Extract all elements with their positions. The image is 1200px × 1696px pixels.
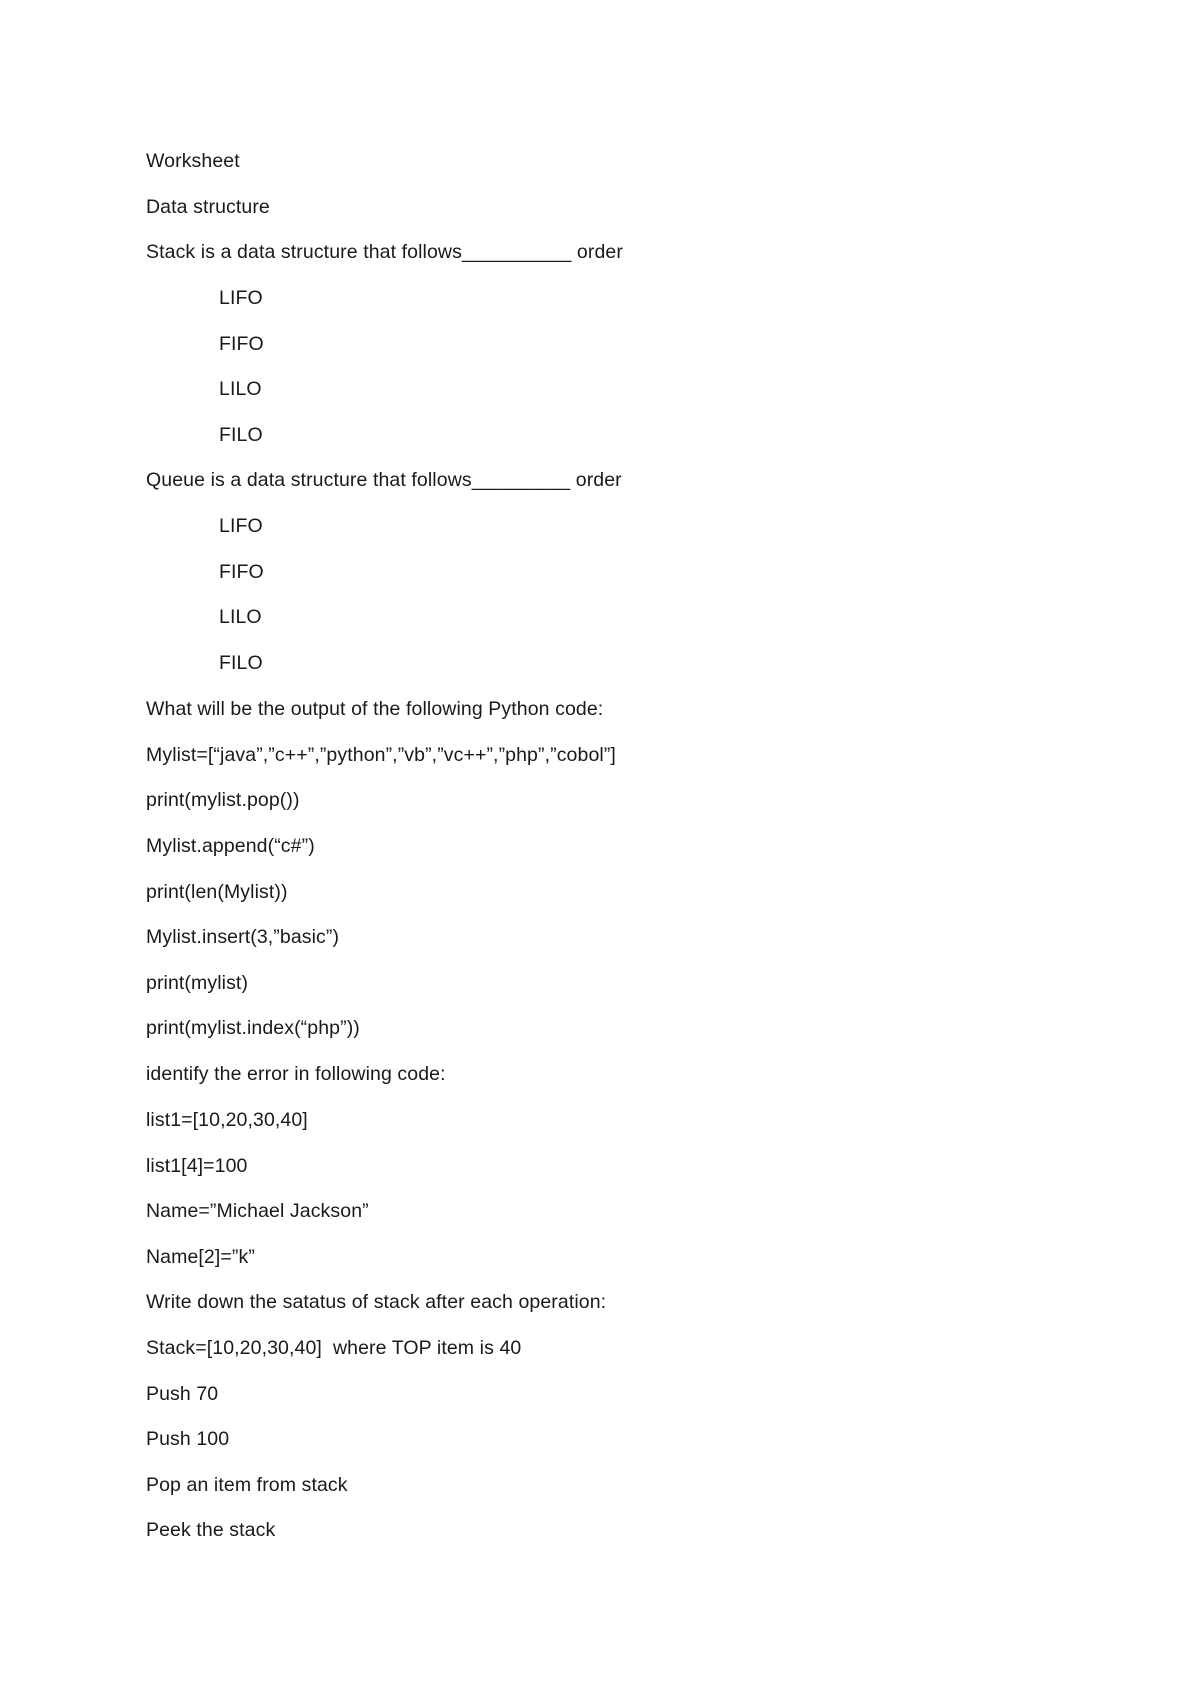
code-line: list1=[10,20,30,40] xyxy=(146,1109,308,1131)
subject-heading: Data structure xyxy=(146,196,270,218)
stack-option-3: LILO xyxy=(219,378,262,400)
code-line: Name[2]=”k” xyxy=(146,1246,255,1268)
stack-ops-line: Push 100 xyxy=(146,1428,230,1450)
stack-ops-line: Pop an item from stack xyxy=(146,1474,348,1496)
queue-option-3: LILO xyxy=(219,606,262,628)
code-line: Name=”Michael Jackson” xyxy=(146,1200,369,1222)
queue-question: Queue is a data structure that follows_________ order xyxy=(146,469,622,491)
code-line: Mylist.append(“c#”) xyxy=(146,835,315,857)
stack-option-4: FILO xyxy=(219,424,263,446)
code-line: print(len(Mylist)) xyxy=(146,881,288,903)
stack-question: Stack is a data structure that follows__________ order xyxy=(146,241,623,263)
code-line: print(mylist) xyxy=(146,972,249,994)
queue-option-4: FILO xyxy=(219,652,263,674)
stack-ops-line: Peek the stack xyxy=(146,1519,276,1541)
code-line: list1[4]=100 xyxy=(146,1155,248,1177)
stack-option-1: LIFO xyxy=(219,287,263,309)
stack-ops-question: Write down the satatus of stack after each operation: xyxy=(146,1291,607,1313)
code-line: Mylist=[“java”,”c++”,”python”,”vb”,”vc++”,”php”,”cobol”] xyxy=(146,744,616,766)
output-question: What will be the output of the following Python code: xyxy=(146,698,604,720)
stack-ops-line: Push 70 xyxy=(146,1383,219,1405)
code-line: print(mylist.pop()) xyxy=(146,789,300,811)
stack-option-2: FIFO xyxy=(219,333,264,355)
queue-option-1: LIFO xyxy=(219,515,263,537)
stack-ops-line: Stack=[10,20,30,40] where TOP item is 40 xyxy=(146,1337,522,1359)
code-line: print(mylist.index(“php”)) xyxy=(146,1017,360,1039)
code-line: Mylist.insert(3,”basic”) xyxy=(146,926,340,948)
queue-option-2: FIFO xyxy=(219,561,264,583)
worksheet-title: Worksheet xyxy=(146,150,240,172)
error-question: identify the error in following code: xyxy=(146,1063,446,1085)
